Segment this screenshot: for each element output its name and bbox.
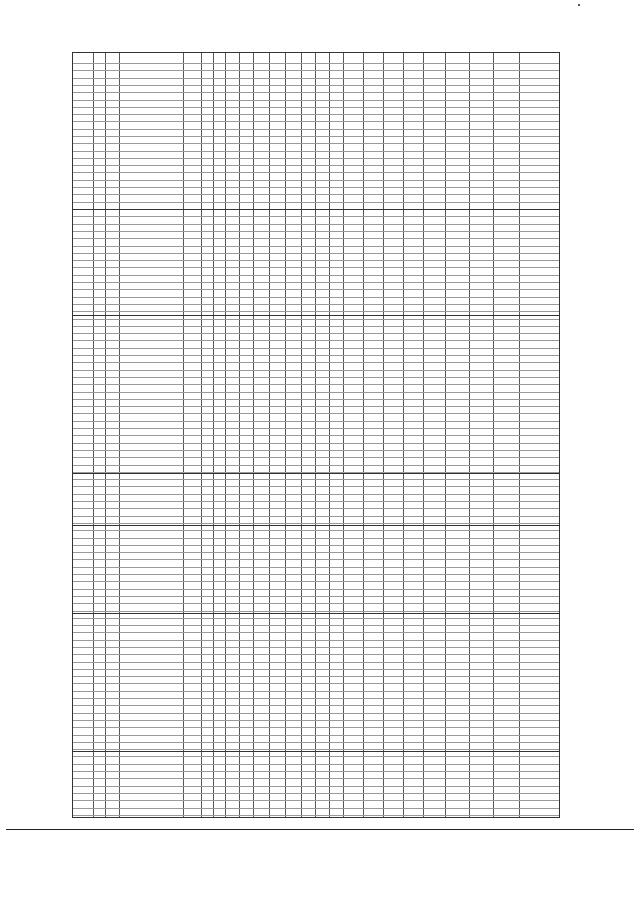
table-row-rule <box>73 435 559 436</box>
table-row-rule <box>73 216 559 217</box>
table-row-rule <box>73 596 559 597</box>
table-row-rule <box>73 370 559 371</box>
table-row-rule <box>73 326 559 327</box>
table-row-rule <box>73 158 559 159</box>
table-row-rule <box>73 450 559 451</box>
table-row-rule <box>73 129 559 130</box>
table-row-rule <box>73 457 559 458</box>
table-row-rule <box>73 333 559 334</box>
table-row-rule <box>73 70 559 71</box>
table-section-rule <box>73 473 559 474</box>
table-row-rule <box>73 778 559 779</box>
table-row-rule <box>73 720 559 721</box>
table-row-rule <box>73 100 559 101</box>
data-table <box>72 52 560 818</box>
table-row-rule <box>73 756 559 757</box>
table-row-rule <box>73 640 559 641</box>
table-row-rule <box>73 793 559 794</box>
table-section-rule <box>73 751 559 752</box>
table-section-rule <box>73 209 559 210</box>
table-row-rule <box>73 800 559 801</box>
table-row-rule <box>73 231 559 232</box>
table-row-rule <box>73 172 559 173</box>
table-row-rule <box>73 654 559 655</box>
table-row-rule <box>73 808 559 809</box>
table-row-rule <box>73 421 559 422</box>
table-row-rule <box>73 691 559 692</box>
table-row-rule <box>73 377 559 378</box>
table-row-rule <box>73 647 559 648</box>
table-row-rule <box>73 282 559 283</box>
table-row-rule <box>73 253 559 254</box>
table-row-rule <box>73 355 559 356</box>
table-row-rule <box>73 392 559 393</box>
table-row-rule <box>73 479 559 480</box>
table-row-rule <box>73 705 559 706</box>
table-row-rule <box>73 625 559 626</box>
table-row-rule <box>73 735 559 736</box>
table-section-rule <box>73 613 559 614</box>
table-row-rule <box>73 552 559 553</box>
table-row-rule <box>73 815 559 816</box>
table-row-rule <box>73 428 559 429</box>
table-row-rule <box>73 151 559 152</box>
table-row-rule <box>73 180 559 181</box>
table-row-rule <box>73 632 559 633</box>
table-row-rule <box>73 713 559 714</box>
table-row-rule <box>73 676 559 677</box>
table-row-rule <box>73 443 559 444</box>
table-row-rule <box>73 508 559 509</box>
table-row-rule <box>73 246 559 247</box>
table-row-rule <box>73 494 559 495</box>
bottom-rule <box>6 829 634 830</box>
scan-speck <box>578 4 580 6</box>
table-row-rule <box>73 384 559 385</box>
table-row-rule <box>73 611 559 612</box>
table-row-rule <box>73 202 559 203</box>
table-row-rule <box>73 618 559 619</box>
table-row-rule <box>73 187 559 188</box>
table-row-rule <box>73 603 559 604</box>
table-row-rule <box>73 63 559 64</box>
table-row-rule <box>73 406 559 407</box>
table-row-rule <box>73 78 559 79</box>
table-row-rule <box>73 589 559 590</box>
table-row-rule <box>73 538 559 539</box>
table-row-rule <box>73 114 559 115</box>
table-row-rule <box>73 311 559 312</box>
table-row-rule <box>73 545 559 546</box>
table-row-rule <box>73 340 559 341</box>
table-row-rule <box>73 260 559 261</box>
table-row-rule <box>73 574 559 575</box>
table-row-rule <box>73 742 559 743</box>
table-row-rule <box>73 121 559 122</box>
table-row-rule <box>73 348 559 349</box>
table-row-rule <box>73 771 559 772</box>
table-row-rule <box>73 224 559 225</box>
table-row-rule <box>73 749 559 750</box>
table-row-rule <box>73 465 559 466</box>
table-row-rule <box>73 319 559 320</box>
table-row-rule <box>73 581 559 582</box>
table-row-rule <box>73 136 559 137</box>
table-row-rule <box>73 275 559 276</box>
table-row-rule <box>73 92 559 93</box>
table-row-rule <box>73 501 559 502</box>
table-row-rule <box>73 289 559 290</box>
table-row-rule <box>73 662 559 663</box>
table-row-rule <box>73 297 559 298</box>
table-row-rule <box>73 399 559 400</box>
table-row-rule <box>73 486 559 487</box>
table-row-rule <box>73 267 559 268</box>
table-section-rule <box>73 525 559 526</box>
table-row-rule <box>73 559 559 560</box>
table-row-rule <box>73 669 559 670</box>
table-section-rule <box>73 315 559 316</box>
table-row-rule <box>73 727 559 728</box>
table-row-rule <box>73 194 559 195</box>
table-row-rule <box>73 304 559 305</box>
table-row-rule <box>73 413 559 414</box>
table-row-rule <box>73 530 559 531</box>
table-row-rule <box>73 165 559 166</box>
table-row-rule <box>73 516 559 517</box>
table-row-rule <box>73 567 559 568</box>
table-row-rule <box>73 764 559 765</box>
table-row-rule <box>73 238 559 239</box>
table-row-rule <box>73 85 559 86</box>
table-row-rule <box>73 523 559 524</box>
table-row-rule <box>73 786 559 787</box>
table-row-rule <box>73 683 559 684</box>
table-row-rule <box>73 143 559 144</box>
table-row-rule <box>73 698 559 699</box>
table-row-rule <box>73 362 559 363</box>
table-row-rule <box>73 107 559 108</box>
